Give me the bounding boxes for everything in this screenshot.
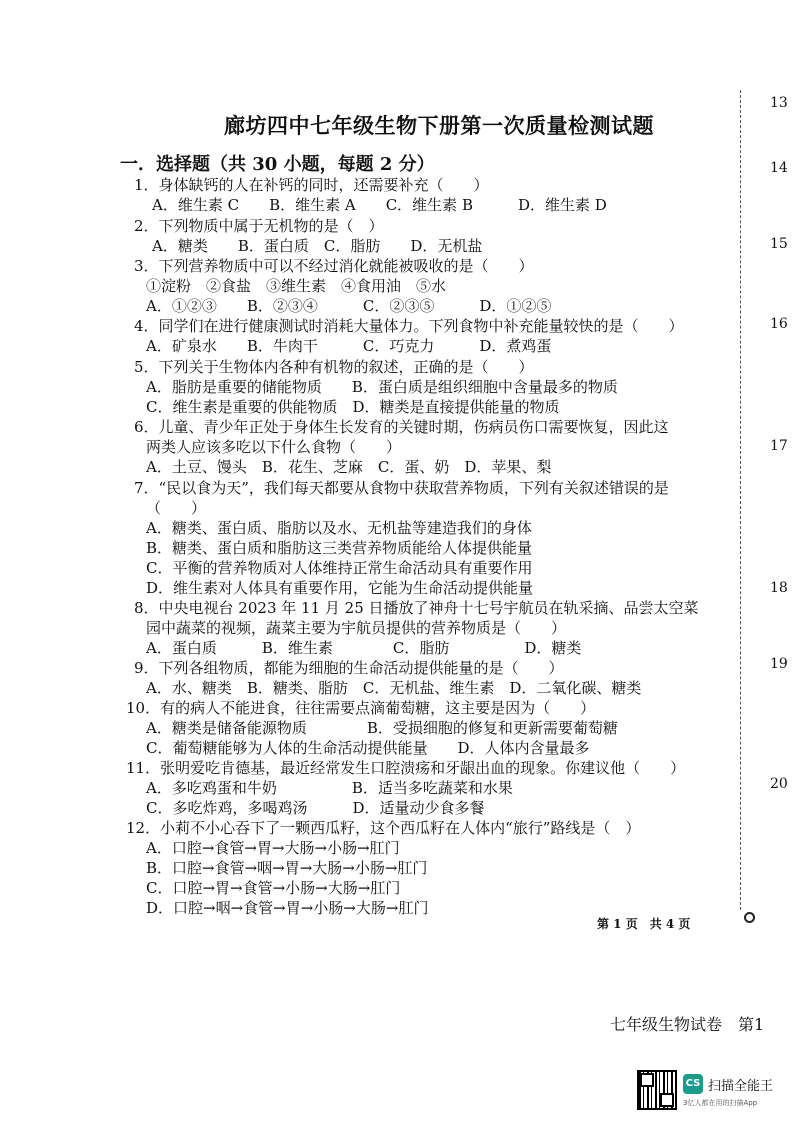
question-6-options: A．土豆、馒头 B．花生、芝麻 C．蛋、奶 D．苹果、梨: [146, 458, 552, 476]
question-5-options-cd: C．维生素是重要的供能物质 D．糖类是直接提供能量的物质: [146, 398, 560, 416]
question-9-options: A．水、糖类 B．糖类、脂肪 C．无机盐、维生素 D．二氧化碳、糖类: [146, 679, 642, 697]
question-7-option-c: C．平衡的营养物质对人体维持正常生命活动具有重要作用: [146, 559, 533, 577]
question-12: 12．小莉不小心吞下了一颗西瓜籽，这个西瓜籽在人体内“旅行”路线是（ ）: [126, 819, 641, 837]
question-8-options: A．蛋白质 B．维生素 C．脂肪 D．糖类: [146, 639, 582, 657]
question-3-items: ①淀粉 ②食盐 ③维生素 ④食用油 ⑤水: [146, 277, 447, 295]
scanner-app-name: 扫描全能王: [708, 1079, 774, 1094]
question-10-options-ab: A．糖类是储备能源物质 B．受损细胞的修复和更新需要葡萄糖: [146, 719, 618, 737]
question-7: 7．“民以食为天”，我们每天都要从食物中获取营养物质，下列有关叙述错误的是: [134, 479, 669, 497]
next-page-label: 七年级生物试卷 第1: [610, 1015, 765, 1034]
question-7-paren: （ ）: [146, 499, 207, 517]
question-7-option-b: B．糖类、蛋白质和脂肪这三类营养物质能给人体提供能量: [146, 539, 533, 557]
edge-number: 18: [770, 580, 788, 596]
question-11: 11．张明爱吃肯德基，最近经常发生口腔溃疡和牙龈出血的现象。你建议他（ ）: [126, 759, 686, 777]
camscanner-logo-icon: CS: [683, 1074, 703, 1094]
question-7-option-a: A．糖类、蛋白质、脂肪以及水、无机盐等建造我们的身体: [146, 519, 532, 537]
edge-number: 15: [770, 236, 788, 252]
question-3-options: A．①②③ B．②③④ C．②③⑤ D．①②⑤: [146, 297, 552, 315]
question-3: 3．下列营养物质中可以不经过消化就能被吸收的是（ ）: [134, 257, 534, 275]
question-7-option-d: D．维生素对人体具有重要作用，它能为生命活动提供能量: [146, 579, 534, 597]
question-10: 10．有的病人不能进食，往往需要点滴葡萄糖，这主要是因为（ ）: [126, 699, 596, 717]
binding-hole-icon: [744, 912, 755, 923]
question-9: 9．下列各组物质，都能为细胞的生命活动提供能量的是（ ）: [134, 659, 564, 677]
edge-number: 16: [770, 316, 788, 332]
question-5: 5．下列关于生物体内各种有机物的叙述，正确的是（ ）: [134, 358, 534, 376]
question-12-option-c: C．口腔→胃→食管→小肠→大肠→肛门: [146, 879, 401, 897]
scanner-tagline: 3亿人都在用的扫描App: [683, 1099, 758, 1107]
question-11-options-cd: C．多吃炸鸡，多喝鸡汤 D．适量动少食多餐: [146, 799, 485, 817]
question-4: 4．同学们在进行健康测试时消耗大量体力。下列食物中补充能量较快的是（ ）: [134, 317, 684, 335]
qr-code-icon: [637, 1070, 677, 1110]
edge-number: 20: [770, 776, 788, 792]
page-number: 第 1 页 共 4 页: [597, 917, 691, 931]
question-5-options-ab: A．脂肪是重要的储能物质 B．蛋白质是组织细胞中含量最多的物质: [146, 378, 618, 396]
question-6-cont: 两类人应该多吃以下什么食物（ ）: [146, 438, 402, 456]
question-12-option-b: B．口腔→食管→咽→胃→大肠→小肠→肛门: [146, 859, 428, 877]
edge-number: 19: [770, 656, 788, 672]
edge-number: 17: [770, 438, 788, 454]
column-divider: [740, 90, 741, 910]
question-11-options-ab: A．多吃鸡蛋和牛奶 B．适当多吃蔬菜和水果: [146, 779, 513, 797]
edge-number: 14: [770, 160, 788, 176]
question-8: 8．中央电视台 2023 年 11 月 25 日播放了神舟十七号宇航员在轨采摘、品尝太空菜: [134, 599, 699, 617]
question-2-options: A．糖类 B．蛋白质 C．脂肪 D．无机盐: [152, 237, 483, 255]
question-2: 2．下列物质中属于无机物的是（ ）: [134, 217, 384, 235]
section-heading: 一．选择题（共 30 小题，每题 2 分）: [120, 154, 435, 175]
question-4-options: A．矿泉水 B．牛肉干 C．巧克力 D．煮鸡蛋: [146, 337, 552, 355]
question-6: 6．儿童、青少年正处于身体生长发育的关键时期，伤病员伤口需要恢复，因此这: [134, 418, 669, 436]
question-8-cont: 园中蔬菜的视频，蔬菜主要为宇航员提供的营养物质是（ ）: [146, 619, 567, 637]
question-1-options: A．维生素 C B．维生素 A C．维生素 B D．维生素 D: [152, 196, 607, 214]
question-12-option-a: A．口腔→食管→胃→大肠→小肠→肛门: [146, 839, 400, 857]
question-10-options-cd: C．葡萄糖能够为人体的生命活动提供能量 D．人体内含量最多: [146, 739, 590, 757]
exam-title: 廊坊四中七年级生物下册第一次质量检测试题: [224, 113, 654, 138]
question-1: 1．身体缺钙的人在补钙的同时，还需要补充（ ）: [134, 176, 489, 194]
edge-number: 13: [770, 95, 788, 111]
question-12-option-d: D．口腔→咽→食管→胃→小肠→大肠→肛门: [146, 899, 429, 917]
